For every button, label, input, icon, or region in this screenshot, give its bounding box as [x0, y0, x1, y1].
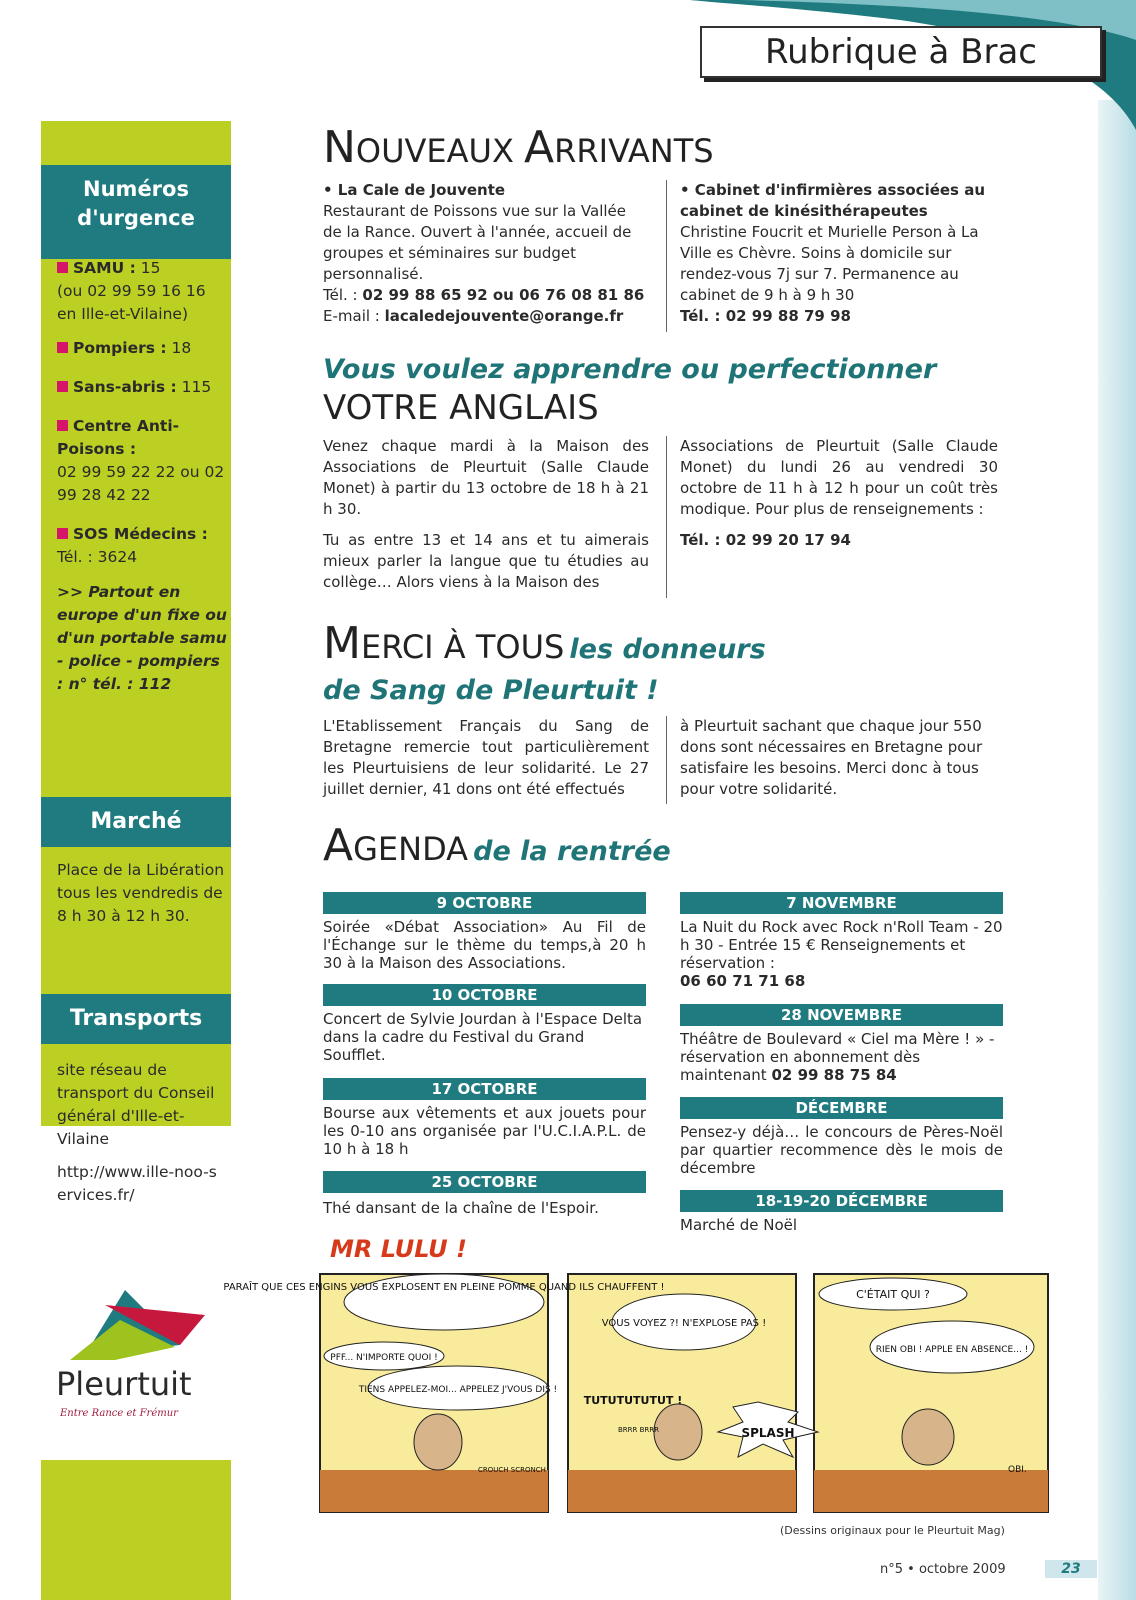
agenda-title: AGENDA de la rentrée — [323, 820, 671, 871]
issue-info: n°5 • octobre 2009 — [880, 1562, 1006, 1577]
merci-title-italic: de Sang de Pleurtuit ! — [323, 675, 659, 706]
transports-title: Transports — [41, 994, 231, 1044]
sidebar — [41, 121, 231, 1204]
column-divider — [666, 180, 667, 332]
arrivants-right: • Cabinet d'infirmières associées au cabinet de kinésithérapeutes Christine Foucrit et Murielle Person à La Ville es Chèvre. Soins à domicile sur rendez-vous 7j sur 7. Permanence au cabinet de 9 h à 9 h 30 Tél. : 02 99 88 79 98 — [680, 181, 986, 325]
arrivants-left: • La Cale de Jouvente Restaurant de Poissons vue sur la Vallée de la Rance. Ouvert à l'année, accueil de groupes et séminaires sur budget personnalisé. Tél. : 02 99 88 65 92 ou 06 76 08 81 86 E-mail : lacaledejouvente@orange.fr — [323, 181, 645, 325]
agenda-date: 7 NOVEMBRE — [680, 892, 1003, 914]
agenda-date: 28 NOVEMBRE — [680, 1004, 1003, 1026]
agenda-date: 10 OCTOBRE — [323, 984, 646, 1006]
comic-bubble-3: TIENS APPELEZ-MOI... APPELEZ J'VOUS DIS ! — [358, 1385, 558, 1395]
column-divider — [666, 436, 667, 598]
urgence-sans-abris: Sans-abris : 115 — [57, 376, 227, 399]
comic-sfx-brrr: BRRR BRRR — [618, 1426, 660, 1434]
right-decor-strip — [1098, 100, 1136, 1600]
comic-signature: OBI. — [1008, 1465, 1027, 1475]
transports-text: site réseau de transport du Conseil général d'Ille-et-Vilaine — [57, 1061, 215, 1148]
agenda-event: Pensez-y déjà… le concours de Pères-Noël par quartier recommence dès le mois de décembre — [680, 1123, 1003, 1177]
column-divider — [666, 716, 667, 804]
agenda-date: DÉCEMBRE — [680, 1097, 1003, 1119]
section-title: Rubrique à Brac — [700, 26, 1102, 78]
urgence-samu: SAMU : 15 (ou 02 99 59 16 16 en Ille-et-Vilaine) — [57, 259, 206, 323]
merci-right: à Pleurtuit sachant que chaque jour 550 dons sont nécessaires en Bretagne pour satisfaire les besoins. Merci donc à tous pour votre solidarité. — [680, 717, 983, 798]
comic-sfx-splash: SPLASH — [741, 1426, 795, 1440]
comic-bubble-1: PARAÎT QUE CES ENGINS VOUS EXPLOSENT EN PLEINE POMME QUAND ILS CHAUFFENT ! — [223, 1282, 665, 1293]
comic-sfx-crouch: CROUCH SCRONCH — [478, 1466, 546, 1474]
anglais-right: Associations de Pleurtuit (Salle Claude Monet) du lundi 26 au vendredi 30 octobre de 11 h à 12 h pour un coût très modique. Pour plus de renseignements : Tél. : 02 99 20 17 94 — [680, 437, 998, 549]
comic-title: MR LULU ! — [330, 1235, 467, 1263]
emergency-note: >> Partout en europe d'un fixe ou d'un portable samu - police - pompiers : n° tél. : 112 — [57, 583, 227, 693]
marche-text: Place de la Libération tous les vendredis de 8 h 30 à 12 h 30. — [57, 861, 225, 925]
merci-title: MERCI À TOUS les donneurs — [323, 618, 766, 669]
page-number: 23 — [1045, 1560, 1097, 1578]
agenda-event: Bourse aux vêtements et aux jouets pour les 0-10 ans organisée par l'U.C.I.A.P.L. de 10 h à 18 h — [323, 1104, 646, 1158]
logo-tagline: Entre Rance et Frémur — [60, 1408, 178, 1419]
urgence-sos-medecins: SOS Médecins : Tél. : 3624 — [57, 525, 208, 566]
anglais-title-caps: VOTRE ANGLAIS — [323, 388, 599, 428]
agenda-event: La Nuit du Rock avec Rock n'Roll Team - 20 h 30 - Entrée 15 € Renseignements et réservation : 06 60 71 71 68 — [680, 918, 1003, 990]
comic-strip — [223, 1272, 1050, 1514]
marche-title: Marché — [41, 797, 231, 847]
anglais-title-italic: Vous voulez apprendre ou perfectionner — [323, 354, 937, 385]
urgence-anti-poisons: Centre Anti-Poisons : 02 99 59 22 22 ou 02 99 28 42 22 — [57, 417, 225, 504]
comic-sfx-tut: TUTUTUTUTUT ! — [583, 1394, 683, 1407]
anglais-left: Venez chaque mardi à la Maison des Associations de Pleurtuit (Salle Claude Monet) à partir du 13 octobre de 18 h à 21 h 30. Tu as entre 13 et 14 ans et tu aimerais mieux parler la langue que tu étudies au collège… Alors viens à la Maison des — [323, 437, 649, 591]
agenda-event: Théâtre de Boulevard « Ciel ma Mère ! » - réservation en abonnement dès maintenant 02 99 88 75 84 — [680, 1030, 995, 1084]
comic-bubble-2: PFF... N'IMPORTE QUOI ! — [330, 1353, 438, 1363]
agenda-date: 17 OCTOBRE — [323, 1078, 646, 1100]
agenda-event: Soirée «Débat Association» Au Fil de l'Échange sur le thème du temps,à 20 h 30 à la Maison des Associations. — [323, 918, 646, 972]
logo-name: Pleurtuit — [56, 1365, 192, 1403]
agenda-event: Thé dansant de la chaîne de l'Espoir. — [323, 1199, 599, 1217]
transports-url[interactable]: http://www.ille-noo-services.fr/ — [57, 1163, 217, 1204]
urgence-list — [57, 257, 227, 696]
comic-credit: (Dessins originaux pour le Pleurtuit Mag) — [780, 1524, 1005, 1537]
sidebar-bottom-block — [41, 1460, 231, 1600]
agenda-event: Marché de Noël — [680, 1216, 798, 1234]
urgence-title: Numéros d'urgence — [41, 165, 231, 259]
urgence-pompiers: Pompiers : 18 — [57, 337, 227, 360]
merci-left: L'Etablissement Français du Sang de Bretagne remercie tout particulièrement les Pleurtuisiens de leur solidarité. Le 27 juillet dernier, 41 dons ont été effectués — [323, 717, 649, 798]
agenda-event: Concert de Sylvie Jourdan à l'Espace Delta dans la cadre du Festival du Grand Soufflet. — [323, 1010, 643, 1064]
agenda-date: 9 OCTOBRE — [323, 892, 646, 914]
comic-bubble-4: VOUS VOYEZ ?! N'EXPLOSE PAS ! — [601, 1318, 767, 1329]
agenda-date: 25 OCTOBRE — [323, 1171, 646, 1193]
comic-bubble-8: RIEN OBI ! APPLE EN ABSENCE... ! — [875, 1345, 1029, 1355]
comic-bubble-7: C'ÉTAIT QUI ? — [856, 1288, 930, 1301]
arrivants-title: NOUVEAUX ARRIVANTS — [323, 122, 714, 173]
agenda-date: 18-19-20 DÉCEMBRE — [680, 1190, 1003, 1212]
